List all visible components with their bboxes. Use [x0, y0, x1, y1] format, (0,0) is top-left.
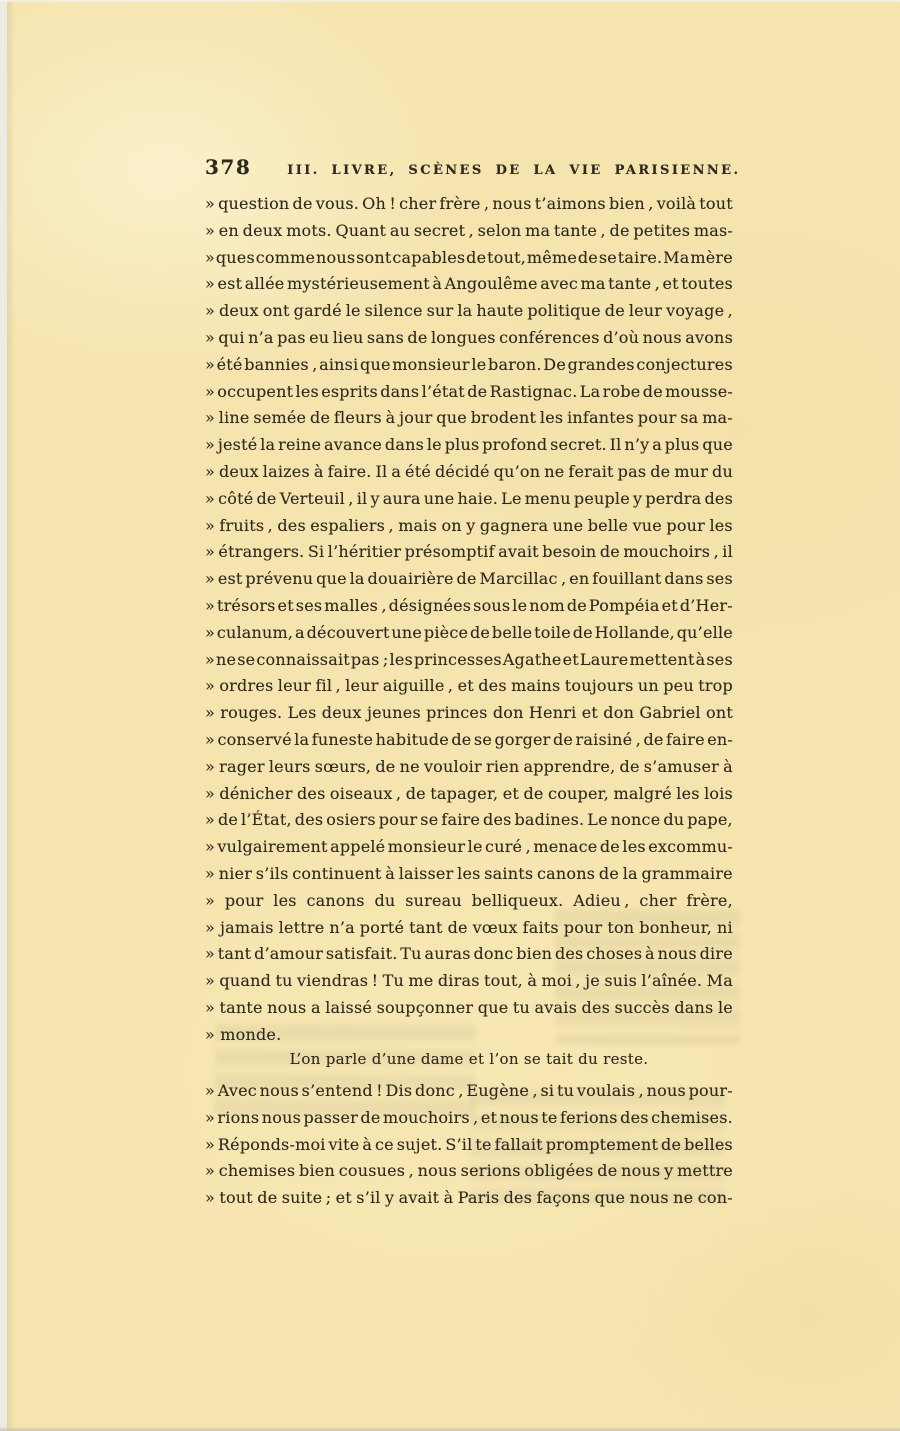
text-line: » chemises bien cousues , nous serions obligées de nous y mettre [205, 1161, 733, 1181]
text-line: » étrangers. Si l’héritier présomptif avait besoin de mouchoirs , il [205, 542, 733, 562]
text-line: » tout de suite ; et s’il y avait à Paris des façons que nous ne con- [205, 1188, 733, 1208]
text-line: » rions nous passer de mouchoirs , et nous te ferions des chemises. [205, 1107, 733, 1127]
page-number: 378 [205, 155, 252, 179]
text-line: » quand tu viendras ! Tu me diras tout, à moi , je suis l’aînée. Ma [205, 971, 733, 991]
text-line: » pour les canons du sureau belliqueux. Adieu , cher frère, [205, 890, 733, 910]
text-line: » jamais lettre n’a porté tant de vœux faits pour ton bonheur, ni [205, 917, 733, 937]
running-header [205, 155, 741, 179]
text-line: » question de vous. Oh ! cher frère , nous t’aimons bien , voilà tout [205, 194, 733, 213]
text-line: » dénicher des oiseaux , de tapager, et de couper, malgré les lois [205, 783, 733, 803]
text-line: » fruits , des espaliers , mais on y gagnera une belle vue pour les [205, 515, 733, 535]
text-line: » vulgairement appelé monsieur le curé , menace de les excommu- [205, 837, 733, 857]
scan-edge-top [0, 0, 900, 3]
text-line: » rouges. Les deux jeunes princes don Henri et don Gabriel ont [205, 703, 733, 723]
text-line: » culanum, a découvert une pièce de belle toile de Hollande, qu’elle [205, 622, 733, 642]
text-line: » deux laizes à faire. Il a été décidé qu’on ne ferait pas de mur du [205, 461, 733, 481]
text-line: » jesté la reine avance dans le plus profond secret. Il n’y a plus que [205, 435, 733, 455]
text-line: » nier s’ils continuent à laisser les saints canons de la grammaire [205, 863, 733, 883]
text-line: » est allée mystérieusement à Angoulême avec ma tante , et toutes [205, 274, 733, 294]
text-line: » deux ont gardé le silence sur la haute politique de leur voyage , [205, 301, 733, 321]
scan-edge-bottom [0, 1427, 900, 1431]
letter-body [205, 191, 733, 1049]
text-line: » trésors et ses malles , désignées sous le nom de Pompéia et d’Her- [205, 595, 733, 615]
text-line: » ques comme nous sont capables de tout, même de se taire. Ma mère [205, 247, 733, 267]
text-line: » Réponds-moi vite à ce sujet. S’il te fallait promptement de belles [205, 1134, 733, 1154]
scan-edge-left [0, 0, 7, 1431]
text-line: » en deux mots. Quant au secret , selon ma tante , de petites mas- [205, 220, 733, 240]
text-line: » été bannies , ainsi que monsieur le baron. De grandes conjectures [205, 354, 733, 374]
text-line: » ne se connaissait pas ; les princesses Agathe et Laure mettent à ses [205, 649, 733, 669]
text-line: » ordres leur fil , leur aiguille , et des mains toujours un peu trop [205, 676, 733, 696]
running-header-title: III. LIVRE, SCÈNES DE LA VIE PARISIENNE. [287, 163, 741, 178]
text-line: » line semée de fleurs à jour que brodent les infantes pour sa ma- [205, 408, 733, 428]
text-line: » côté de Verteuil , il y aura une haie. Le menu peuple y perdra des [205, 488, 733, 508]
text-line: » conservé la funeste habitude de se gorger de raisiné , de faire en- [205, 729, 733, 749]
text-line: » monde. [205, 1024, 282, 1044]
text-line: » tant d’amour satisfait. Tu auras donc bien des choses à nous dire [205, 944, 733, 964]
scan-edge-left-shadow [7, 0, 15, 1431]
text-line: » Avec nous s’entend ! Dis donc , Eugène , si tu voulais , nous pour- [205, 1081, 733, 1100]
text-line: » tante nous a laissé soupçonner que tu avais des succès dans le [205, 997, 733, 1017]
letter-continuation [205, 1078, 733, 1212]
text-line: » qui n’a pas eu lieu sans de longues conférences d’où nous avons [205, 327, 733, 347]
text-line: » rager leurs sœurs, de ne vouloir rien apprendre, de s’amuser à [205, 756, 733, 776]
text-line: » occupent les esprits dans l’état de Rastignac. La robe de mousse- [205, 381, 733, 401]
text-line: » de l’État, des osiers pour se faire des badines. Le nonce du pape, [205, 810, 733, 830]
text-line: » est prévenu que la douairière de Marcillac , en fouillant dans ses [205, 569, 733, 589]
interlude-line: L’on parle d’une dame et l’on se tait du reste. [289, 1050, 649, 1068]
